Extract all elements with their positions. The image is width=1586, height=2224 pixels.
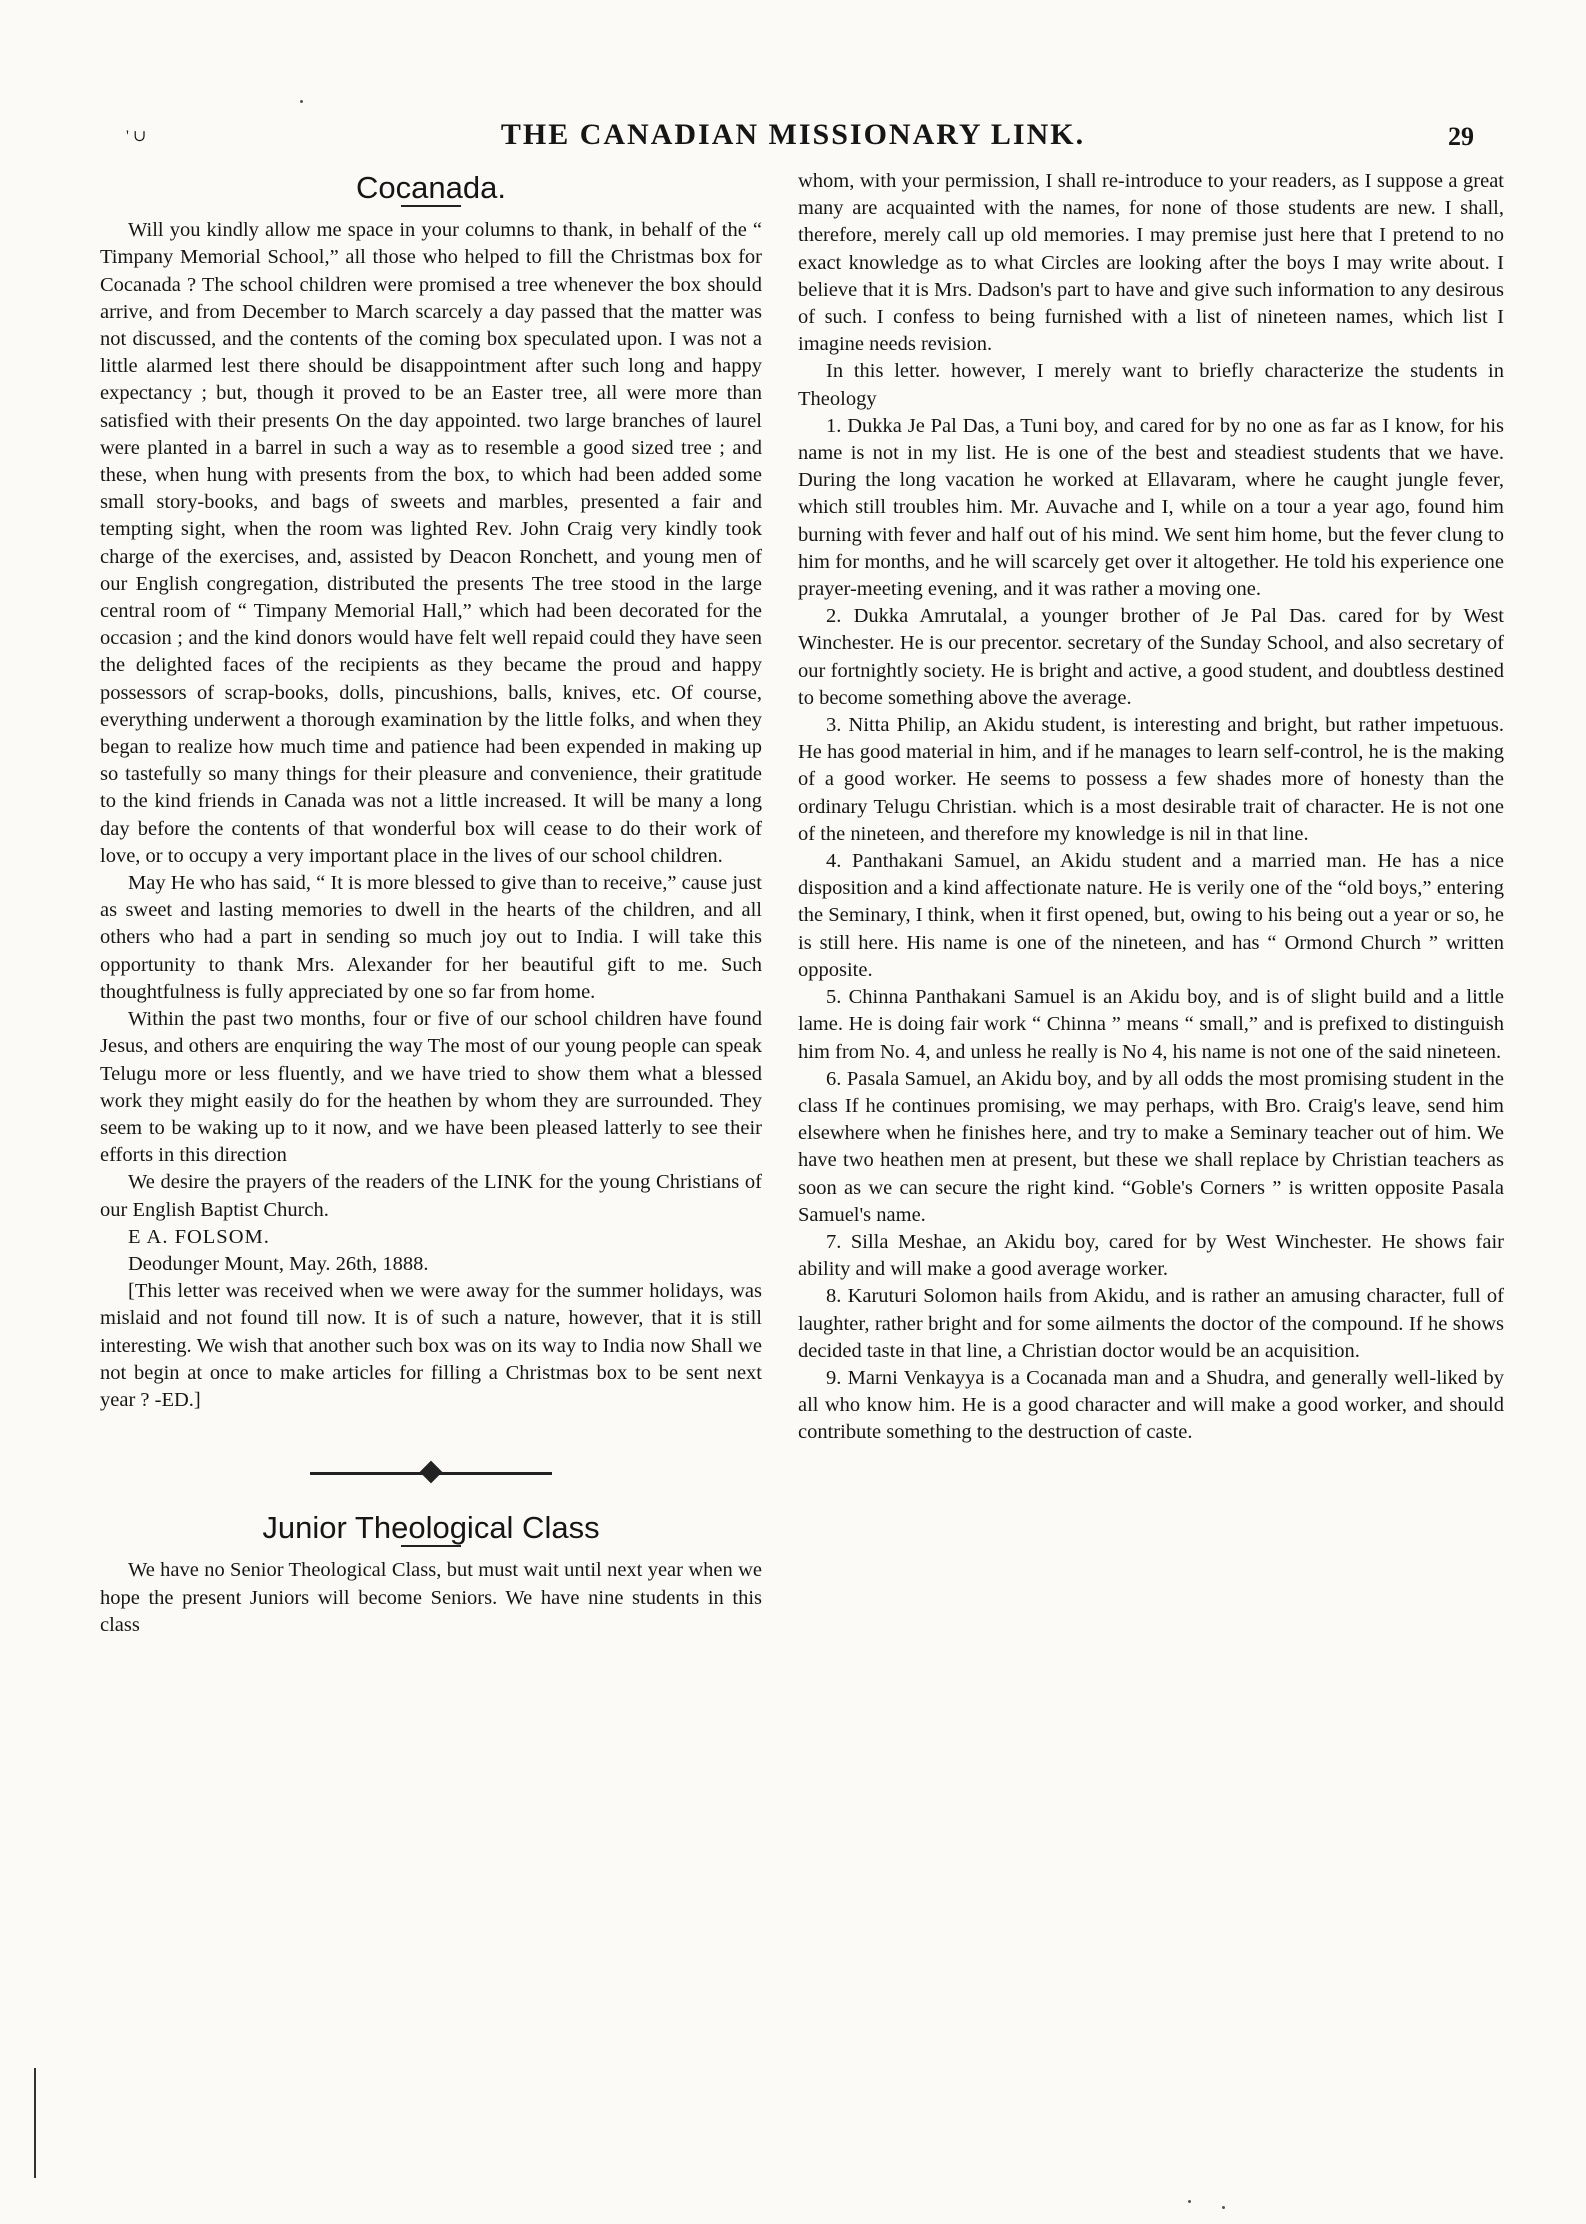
student-entry: 5. Chinna Panthakani Samuel is an Akidu boy, and is of slight build and a little lame. He is doing fair work “ Chinna ” means “ small,” and is prefixed to distinguish him from No. 4, and unless he really is No 4, his name is not one of the said nineteen. <box>798 986 1504 1063</box>
print-speck <box>300 100 303 103</box>
student-entry: 3. Nitta Philip, an Akidu student, is interesting and bright, but rather impetuous. He has good material in him, and if he manages to learn self-control, he is the making of a good worker. He seems to possess a few shades more of honesty than the ordinary Telugu Christian. which is a most desirable trait of character. He is not one of the nineteen, and therefore my knowledge is nil in that line. <box>798 714 1504 845</box>
right-column <box>798 168 1504 1447</box>
letter-signature: E A. FOLSOM. <box>128 1225 270 1248</box>
running-header <box>60 118 1526 158</box>
junior-intro-paragraph: whom, with your permission, I shall re-introduce to your readers, as I suppose a great many are acquainted with the names, for none of those students are new. I shall, therefore, merely call up old memories. I may premise just here that I pretend to no exact knowledge as to what Circles are looking after the boys I may write about. I believe that it is Mrs. Dadson's part to have and give such information to any desirous of such. I confess to being furnished with a list of nineteen names, which list I imagine needs revision. <box>798 170 1504 356</box>
left-column <box>100 168 762 1639</box>
print-speck <box>1222 2206 1225 2209</box>
student-entry: 9. Marni Venkayya is a Cocanada man and a Shudra, and generally well-liked by all who know him. He is a good character and will make a good worker, and should contribute something to the destruction of caste. <box>798 1366 1504 1444</box>
heading-rule <box>401 1545 461 1547</box>
print-speck <box>1188 2200 1191 2203</box>
cocanada-heading: Cocanada. <box>356 170 506 205</box>
heading-rule <box>401 205 461 207</box>
junior-intro-paragraph: We have no Senior Theological Class, but must wait until next year when we hope the present Juniors will become Seniors. We have nine students in this class <box>100 1559 762 1636</box>
student-entry: 7. Silla Meshae, an Akidu boy, cared for by West Winchester. He shows fair ability and will make a good average worker. <box>798 1230 1504 1281</box>
header-margin-mark: ' ∪ <box>126 128 147 145</box>
student-entry: 8. Karuturi Solomon hails from Akidu, and is rather an amusing character, full of laughter, rather bright and for some ailments the doctor of the compound. If he shows decided taste in that line, a Christian doctor would be an acquisition. <box>798 1285 1504 1362</box>
divider-ornament-icon <box>420 1461 443 1484</box>
cocanada-paragraph: Will you kindly allow me space in your columns to thank, in behalf of the “ Timpany Memorial School,” all those who helped to fill the Christmas box for Cocanada ? The school children were promised a tree whenever the box should arrive, and from December to March scarcely a day passed that the matter was not discussed, and the contents of the coming box speculated upon. I was not a little alarmed lest there should be disappointment after such long and happy expectancy ; but, though it proved to be an Easter tree, all were more than satisfied with their presents On the day appointed. two large branches of laurel were planted in a barrel in such a way as to resemble a good sized tree ; and these, when hung with presents from the box, to which had been added some small story-books, and bags of sweets and marbles, presented a fair and tempting sight, when the room was lighted Rev. John Craig very kindly took charge of the exercises, and, assisted by Deacon Ronchett, and young men of our English congregation, distributed the presents The tree stood in the large central room of “ Timpany Memorial Hall,” which had been decorated for the occasion ; and the kind donors would have felt well repaid could they have seen the delighted faces of the recipients as they became the proud and happy possessors of scrap-books, dolls, pincushions, balls, knives, etc. Of course, everything underwent a thorough examination by the little folks, and when they began to realize how much time and patience had been expended in making up so tastefully so many things for their pleasure and convenience, their gratitude to the kind friends in Canada was not a little increased. It will be many a long day before the contents of that wonderful box will cease to do their work of love, or to occupy a very important place in the lives of our school children. <box>100 219 762 867</box>
student-entry: 6. Pasala Samuel, an Akidu boy, and by all odds the most promising student in the class If he continues promising, we may perhaps, with Bro. Craig's leave, send him elsewhere when he finishes here, and try to make a Seminary teacher out of him. We have two heathen men at present, but these we shall replace by Christian teachers as soon as we can secure the right kind. “Goble's Corners ” is written opposite Pasala Samuel's name. <box>798 1067 1504 1226</box>
junior-class-heading: Junior Theological Class <box>262 1510 600 1546</box>
student-entry: 1. Dukka Je Pal Das, a Tuni boy, and cared for by no one as far as I know, for his name is not in my list. He is one of the best and steadiest students that we have. During the long vacation he worked at Ellavaram, where he caught jungle fever, which still troubles him. Mr. Auvache and I, while on a tour a year ago, found him burning with fever and half out of his mind. We sent him home, but the fever clung to him for months, and he will scarcely get over it altogether. He told his experience one prayer-meeting evening, and it was rather a moving one. <box>798 414 1504 601</box>
cocanada-paragraph: We desire the prayers of the readers of the LINK for the young Christians of our English Baptist Church. <box>100 1171 762 1221</box>
editor-note: [This letter was received when we were away for the summer holidays, was mislaid and not found till now. It is of such a nature, however, that it is still interesting. We wish that another such box was on its way to India now Shall we not begin at once to make articles for filling a Christmas box to be sent next year ? -ED.] <box>100 1280 762 1411</box>
margin-rule <box>34 2068 36 2178</box>
letter-dateline: Deodunger Mount, May. 26th, 1888. <box>128 1252 429 1275</box>
cocanada-paragraph: May He who has said, “ It is more blessed to give than to receive,” cause just as sweet and lasting memories to dwell in the hearts of the children, and all others who had a part in sending so much joy out to India. I will take this opportunity to thank Mrs. Alexander for her beautiful gift to me. Such thoughtfulness is fully appreciated by one so far from home. <box>100 872 762 1003</box>
junior-intro-paragraph: In this letter. however, I merely want to briefly characterize the students in Theology <box>798 360 1504 410</box>
cocanada-paragraph: Within the past two months, four or five of our school children have found Jesus, and others are enquiring the way The most of our young people can speak Telugu more or less fluently, and we have tried to show them what a blessed work they might easily do for the heathen by whom they are surrounded. They seem to be waking up to it now, and we have been pleased latterly to see their efforts in this direction <box>100 1008 762 1167</box>
publication-title: THE CANADIAN MISSIONARY LINK. <box>500 118 1086 151</box>
student-entry: 2. Dukka Amrutalal, a younger brother of Je Pal Das. cared for by West Winchester. He is our precentor. secretary of the Sunday School, and also secretary of our fortnightly society. He is bright and active, a good student, and doubtless destined to become something above the average. <box>798 605 1504 709</box>
ornamental-divider <box>100 1454 762 1494</box>
page-number: 29 <box>1448 122 1474 151</box>
student-entry: 4. Panthakani Samuel, an Akidu student and a married man. He has a nice disposition and a kind affectionate nature. He is verily one of the “old boys,” entering the Seminary, I think, when it first opened, but, owing to his being out a year or so, he is still here. His name is one of the nineteen, and has “ Ormond Church ” written opposite. <box>798 850 1504 981</box>
